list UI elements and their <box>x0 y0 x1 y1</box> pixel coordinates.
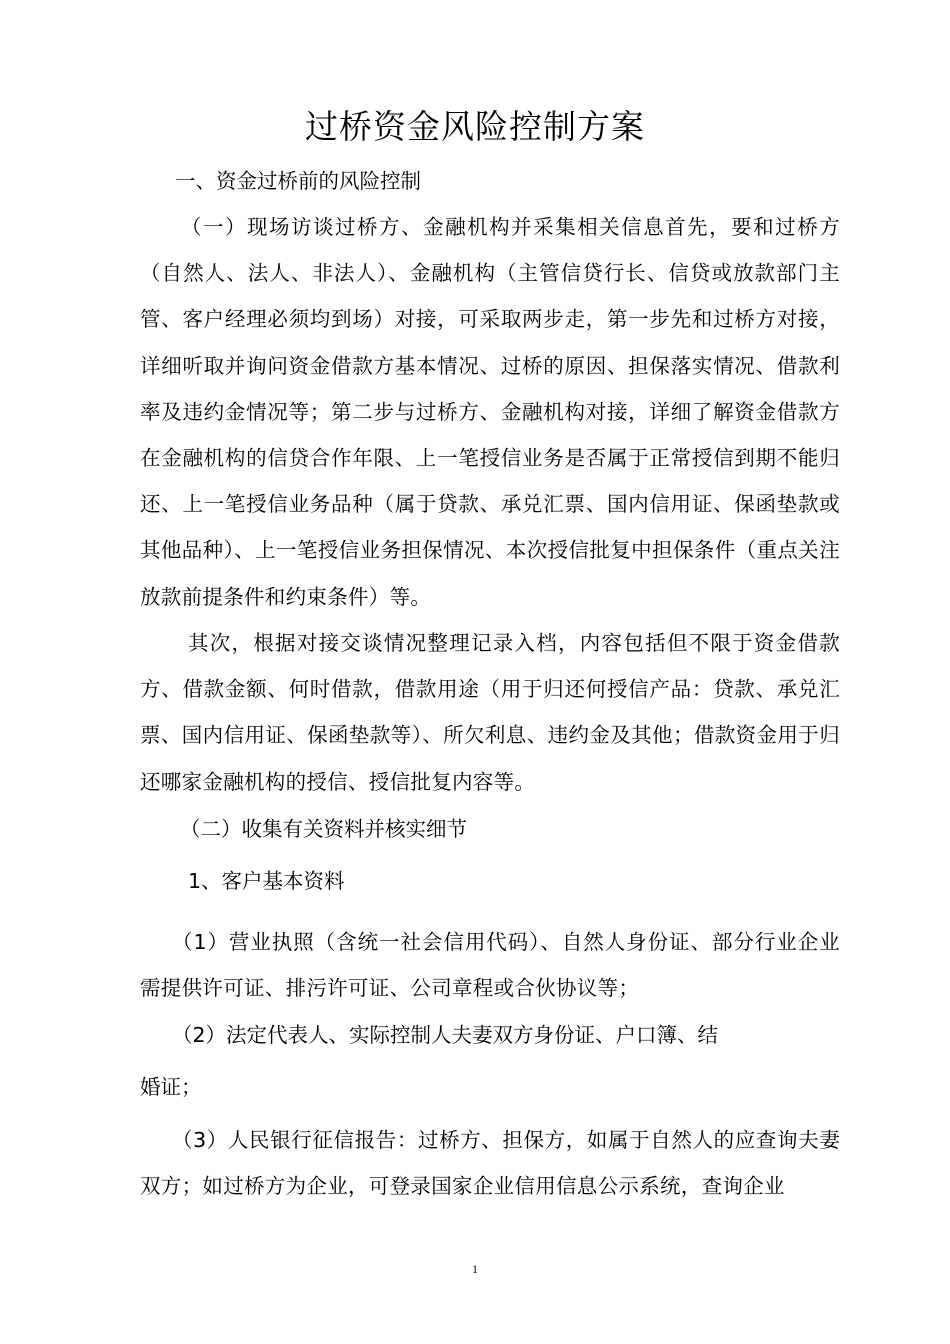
paragraph-interview: （一）现场访谈过桥方、金融机构并采集相关信息首先，要和过桥方（自然人、法人、非法人）、金融机构（主管信贷行长、信贷或放款部门主管、客户经理必须均到场）对接，可采取两步走，第一步先和过桥方对接，详细听取并询问资金借款方基本情况、过桥的原因、担保落实情况、借款利率及违约金情况等；第二步与过桥方、金融机构对接，详细了解资金借款方在金融机构的信贷合作年限、上一笔授信业务是否属于正常授信到期不能归还、上一笔授信业务品种（属于贷款、承兑汇票、国内信用证、保函垫款或其他品种）、上一笔授信业务担保情况、本次授信批复中担保条件（重点关注放款前提条件和约束条件）等。 <box>140 215 840 609</box>
subsection-heading: （二）收集有关资料并核实细节 <box>180 817 467 841</box>
list-item-business-license: （1）营业执照（含统一社会信用代码）、自然人身份证、部分行业企业需提供许可证、排污许可证、公司章程或合伙协议等； <box>140 930 840 1001</box>
paragraph-records: 其次，根据对接交谈情况整理记录入档，内容包括但不限于资金借款方、借款金额、何时借款，借款用途（用于归还何授信产品：贷款、承兑汇票、国内信用证、保函垫款等）、所欠利息、违约金及其他；借款资金用于归还哪家金融机构的授信、授信批复内容等。 <box>140 631 840 794</box>
page-number: 1 <box>472 1262 478 1276</box>
item-heading: 1、客户基本资料 <box>188 869 345 893</box>
section-heading: 一、资金过桥前的风险控制 <box>175 169 421 193</box>
list-item-id-documents: （2）法定代表人、实际控制人夫妻双方身份证、户口簿、结 <box>172 1023 719 1047</box>
list-item-credit-report: （3）人民银行征信报告：过桥方、担保方，如属于自然人的应查询夫妻双方；如过桥方为企业，可登录国家企业信用信息公示系统，查询企业 <box>140 1128 840 1199</box>
list-item-id-documents-continued: 婚证； <box>140 1075 202 1099</box>
document-title: 过桥资金风险控制方案 <box>305 107 645 146</box>
